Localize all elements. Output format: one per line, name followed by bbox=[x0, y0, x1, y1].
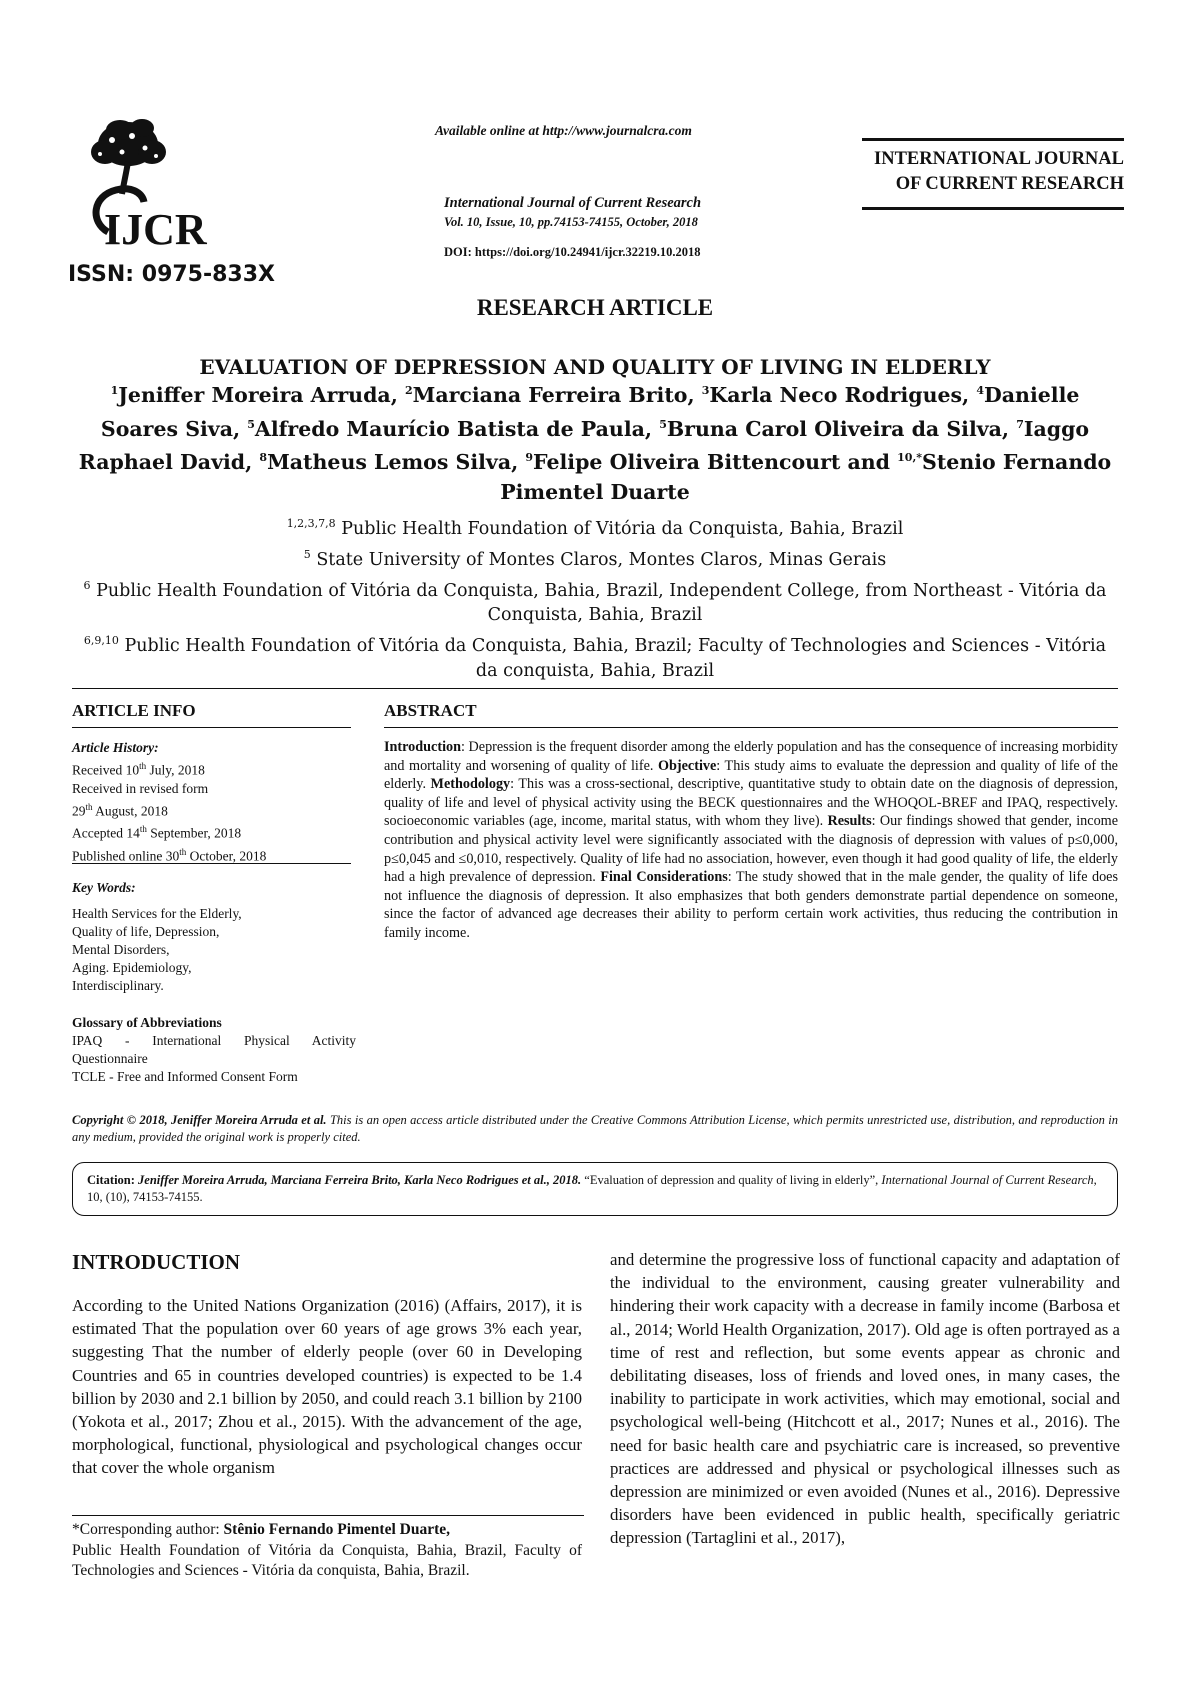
article-info-heading: ARTICLE INFO bbox=[72, 701, 196, 720]
doi-link[interactable]: DOI: https://doi.org/10.24941/ijcr.32219.10.2018 bbox=[444, 245, 701, 259]
affiliation-number: 6,9,10 bbox=[83, 634, 119, 648]
copyright-notice bbox=[72, 1112, 1118, 1146]
corresponding-label: *Corresponding author: bbox=[72, 1521, 224, 1538]
affiliation-number: 6 bbox=[83, 578, 91, 592]
affiliation bbox=[72, 628, 1118, 684]
glossary-block bbox=[72, 1014, 356, 1086]
glossary-item: TCLE - Free and Informed Consent Form bbox=[72, 1069, 298, 1084]
abstract-results-text: : Our findings showed that gender, income contribution and physical activity level were significantly associated with the diagnosis of depression with values of p≤0,000, p≤0,045 and ≤0,010, respectively. Quality of life had no association, however, even though it had good quality of life, the elderly had a high prevalence of depression. bbox=[384, 813, 1119, 886]
corresponding-address: Public Health Foundation of Vitória da Conquista, Bahia, Brazil, Faculty of Technologies and Sciences - Vitória da conquista, Bahia, Brazil. bbox=[72, 1541, 582, 1579]
affiliation-text: Public Health Foundation of Vitória da Conquista, Bahia, Brazil; Faculty of Technologies and Sciences - Vitória da conquista, Bahia, Brazil bbox=[118, 636, 1107, 682]
author-affiliation-number: 9 bbox=[525, 451, 534, 465]
abstract-body bbox=[384, 738, 1118, 943]
author bbox=[405, 383, 702, 407]
author-affiliation-number: 7 bbox=[1016, 417, 1024, 431]
published-date: Published online 30th October, 2018 bbox=[72, 846, 267, 863]
author-affiliation-number: 10,* bbox=[897, 451, 923, 465]
author bbox=[259, 450, 525, 474]
affiliation bbox=[72, 511, 1118, 542]
abstract-objective-text: : This study aims to evaluate the depression and quality of life of the elderly. bbox=[384, 757, 1118, 793]
author-affiliation-number: 8 bbox=[259, 451, 268, 465]
article-type: RESEARCH ARTICLE bbox=[476, 295, 714, 320]
author-affiliation-number: 3 bbox=[701, 384, 710, 397]
accepted-date: Accepted 14th September, 2018 bbox=[72, 824, 242, 841]
affiliation bbox=[72, 542, 1118, 573]
copyright-label: Copyright © 2018, Jeniffer Moreira Arruda et al. bbox=[72, 1113, 327, 1127]
abstract-final-text: : The study showed that in the male gender, the quality of life does not influence the diagnosis of depression. It also emphasizes that both genders demonstrate partial dependence on someone, since the factor of advanced age decreases their ability to perform certain work activities, thus reducing the contribution in family income. bbox=[384, 869, 1118, 941]
affiliation-text: Public Health Foundation of Vitória da Conquista, Bahia, Brazil, Independent College, from Northeast - Vitória da Conquista, Bahia, Brazil bbox=[90, 580, 1107, 626]
keyword: Mental Disorders, bbox=[72, 942, 170, 957]
citation-journal: International Journal of Current Research bbox=[881, 1173, 1094, 1187]
author-name: Iaggo Raphael David, bbox=[78, 416, 1090, 475]
keyword: Quality of life, Depression, bbox=[72, 924, 220, 939]
author-name: Bruna Carol Oliveira da Silva, bbox=[666, 416, 1017, 441]
keyword: Interdisciplinary. bbox=[72, 978, 164, 993]
divider bbox=[384, 727, 1118, 728]
journal-banner-line2: OF CURRENT RESEARCH bbox=[895, 174, 1124, 194]
author-name: Alfredo Maurício Batista de Paula, bbox=[254, 416, 660, 441]
revised-date: 29th August, 2018 bbox=[72, 801, 168, 818]
author bbox=[525, 450, 897, 474]
affiliation-text: Public Health Foundation of Vitória da Conquista, Bahia, Brazil bbox=[335, 518, 904, 539]
introduction-col2: and determine the progressive loss of functional capacity and adaptation of the individual to the environment, causing greater vulnerability and hindering their work capacity with a decrease in family income (Barbosa et al., 2014; World Health Organization, 2017). Old age is often portrayed as a time of rest and reflection, but some events appear as chronic and debilitating diseases, loss of friends and loved ones, in many cases, the inability to participate in work activities, which may emotional, social and psychological well-being (Hitchcott et al., 2017; Nunes et al., 2016). The need for basic health care and psychiatric care is increased, so preventive practices are addressed and physical or psychological illnesses such as depression are minimized or even avoided (Nunes et al., 2016). Depressive disorders have been evidenced in public health, specifically geriatric depression (Tartaglini et al., 2017), bbox=[610, 1250, 1120, 1548]
abstract-method-text: : This was a cross-sectional, descriptive, quantitative study to obtain date on the diagnosis of depression, quality of life and level of physical activity using the BECK questionnaires and the WHOQOL-BREF and IPAQ, respectively. socioeconomic variables (age, income, marital status, with whom they live). bbox=[384, 776, 1119, 830]
citation-box bbox=[72, 1162, 1118, 1216]
history-heading: Article History: bbox=[72, 740, 159, 755]
citation-label: Citation: bbox=[87, 1173, 139, 1187]
journal-banner-line1: INTERNATIONAL JOURNAL bbox=[874, 149, 1124, 169]
available-online-link[interactable]: Available online at http://www.journalcra.com bbox=[435, 123, 692, 138]
abstract-final-label: Final Considerations bbox=[600, 869, 728, 886]
author-affiliation-number: 1 bbox=[110, 384, 119, 397]
article-history bbox=[72, 739, 352, 865]
affiliation-list bbox=[72, 511, 1118, 684]
abstract-intro-text: : Depression is the frequent disorder among the elderly population and has the consequence of increasing morbidity and mortality and worsening of quality of life. bbox=[384, 739, 1118, 774]
glossary-heading: Glossary of Abbreviations bbox=[72, 1015, 222, 1030]
author-affiliation-number: 2 bbox=[404, 384, 413, 397]
author-name: Marciana Ferreira Brito, bbox=[412, 382, 702, 407]
corresponding-author bbox=[72, 1520, 582, 1582]
affiliation-number: 5 bbox=[303, 547, 311, 561]
divider bbox=[72, 688, 1118, 689]
abstract-objective-label: Objective bbox=[657, 757, 717, 774]
journal-name: International Journal of Current Research bbox=[444, 195, 702, 211]
abstract-heading: ABSTRACT bbox=[384, 701, 477, 720]
author-affiliation-number: 4 bbox=[976, 384, 984, 397]
introduction-col1: According to the United Nations Organization (2016) (Affairs, 2017), it is estimated That the population over 60 years of age grows 3% each year, suggesting That the number of elderly people (over 60 in Developing Countries and 65 in countries developed countries) is expected to be 1.4 billion by 2030 and 2.1 billion by 2050, and could reach 3.1 billion by 2100 (Yokota et al., 2017; Zhou et al., 2015). With the advancement of the age, morphological, functional, physiological and psychological changes occur that cover the whole organism bbox=[72, 1296, 582, 1478]
keyword: Health Services for the Elderly, bbox=[72, 906, 242, 921]
author-name: Danielle Soares Siva, bbox=[100, 382, 1080, 441]
divider bbox=[72, 1515, 584, 1516]
volume-info: Vol. 10, Issue, 10, pp.74153-74155, October, 2018 bbox=[444, 215, 698, 229]
author-name: Felipe Oliveira Bittencourt and bbox=[533, 450, 898, 475]
introduction-heading: INTRODUCTION bbox=[72, 1250, 241, 1274]
author bbox=[247, 417, 659, 441]
author-list bbox=[72, 376, 1118, 507]
author bbox=[659, 417, 1016, 441]
journal-banner bbox=[862, 138, 1124, 210]
affiliation-text: State University of Montes Claros, Montes Claros, Minas Gerais bbox=[310, 549, 887, 570]
author-name: Karla Neco Rodrigues, bbox=[709, 382, 977, 407]
corresponding-name: Stênio Fernando Pimentel Duarte, bbox=[223, 1521, 450, 1538]
affiliation-number: 1,2,3,7,8 bbox=[286, 517, 336, 530]
divider bbox=[72, 863, 351, 864]
author-name: Jeniffer Moreira Arruda, bbox=[118, 382, 405, 407]
glossary-item: IPAQ - International Physical Activity Questionnaire bbox=[72, 1033, 356, 1066]
author bbox=[702, 383, 977, 407]
received-date: Received 10th July, 2018 bbox=[72, 761, 205, 778]
keywords-heading: Key Words: bbox=[72, 880, 136, 895]
author-affiliation-number: 5 bbox=[659, 417, 667, 431]
paper-title: EVALUATION OF DEPRESSION AND QUALITY OF LIVING IN ELDERLY bbox=[199, 355, 991, 379]
abstract-intro-label: Introduction bbox=[384, 739, 461, 755]
issn: ISSN: 0975-833X bbox=[68, 262, 276, 287]
logo-text: IJCR bbox=[104, 205, 207, 254]
copyright-text: This is an open access article distributed under the Creative Commons Attribution License, which permits unrestricted use, distribution, and reproduction in any medium, provided the original work is properly cited. bbox=[72, 1113, 1119, 1144]
affiliation bbox=[72, 573, 1118, 629]
author-affiliation-number: 5 bbox=[247, 417, 255, 431]
keyword: Aging. Epidemiology, bbox=[72, 960, 192, 975]
citation-authors: Jeniffer Moreira Arruda, Marciana Ferreira Brito, Karla Neco Rodrigues et al., 2018. bbox=[138, 1173, 582, 1187]
author-name: Matheus Lemos Silva, bbox=[267, 450, 526, 475]
journal-logo bbox=[70, 112, 207, 254]
abstract-results-label: Results bbox=[827, 813, 872, 830]
keywords-block bbox=[72, 879, 352, 995]
revised-label: Received in revised form bbox=[72, 780, 209, 796]
citation-title: “Evaluation of depression and quality of living in elderly”, bbox=[581, 1173, 882, 1187]
abstract-method-label: Methodology bbox=[430, 776, 511, 793]
author bbox=[111, 383, 405, 407]
divider bbox=[72, 727, 351, 728]
citation-details: , 10, (10), 74153-74155. bbox=[87, 1173, 1097, 1204]
author-name: Stenio Fernando Pimentel Duarte bbox=[500, 450, 1112, 505]
